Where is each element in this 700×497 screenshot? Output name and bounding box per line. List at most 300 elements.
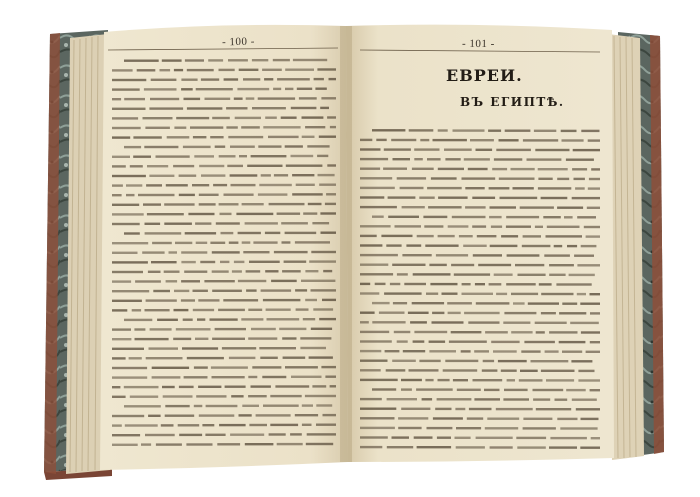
text-word-mark <box>259 347 296 349</box>
text-word-mark <box>277 443 303 445</box>
text-word-mark <box>397 177 426 179</box>
text-word-mark <box>238 232 261 234</box>
text-word-mark <box>234 261 245 263</box>
text-word-mark <box>465 206 486 208</box>
text-word-mark <box>316 404 332 406</box>
text-word-mark <box>319 184 336 186</box>
text-word-mark <box>112 338 131 340</box>
text-word-mark <box>112 424 122 426</box>
text-word-mark <box>445 360 478 362</box>
text-word-mark <box>124 60 159 62</box>
text-word-mark <box>403 350 425 352</box>
text-word-mark <box>239 69 259 71</box>
text-word-mark <box>306 443 333 445</box>
chapter-heading: ЕВРЕИ. <box>446 66 523 85</box>
text-word-mark <box>286 165 323 167</box>
text-word-mark <box>321 232 337 234</box>
text-word-mark <box>145 309 170 311</box>
text-word-mark <box>282 337 296 339</box>
text-word-mark <box>500 197 538 199</box>
chapter-subheading: ВЪ ЕГИПТѢ. <box>460 95 565 109</box>
text-word-mark <box>205 434 225 436</box>
text-word-mark <box>166 280 178 282</box>
text-word-mark <box>580 303 600 305</box>
text-word-mark <box>572 197 600 199</box>
text-word-mark <box>129 357 142 359</box>
text-word-mark <box>489 216 502 218</box>
text-word-mark <box>566 159 594 161</box>
text-word-mark <box>112 156 130 158</box>
text-word-mark <box>204 280 234 282</box>
text-word-mark <box>506 283 536 285</box>
text-word-mark <box>406 244 421 246</box>
text-word-mark <box>372 216 384 218</box>
text-word-mark <box>360 168 380 170</box>
text-word-mark <box>193 290 208 292</box>
text-word-mark <box>490 245 518 247</box>
text-word-mark <box>475 283 485 285</box>
text-word-mark <box>157 319 178 321</box>
text-word-mark <box>401 379 422 381</box>
text-word-mark <box>112 223 140 225</box>
text-word-mark <box>504 312 536 314</box>
text-word-mark <box>573 149 600 151</box>
text-word-mark <box>112 444 138 446</box>
text-word-mark <box>414 436 433 438</box>
text-word-mark <box>146 184 162 186</box>
text-word-mark <box>252 59 268 61</box>
text-word-mark <box>141 443 151 445</box>
text-word-mark <box>555 399 568 401</box>
text-word-mark <box>196 242 208 244</box>
text-word-mark <box>438 168 464 170</box>
text-word-mark <box>285 232 317 234</box>
text-word-mark <box>590 312 600 314</box>
text-word-mark <box>147 213 184 215</box>
text-word-mark <box>246 289 257 291</box>
text-word-mark <box>581 331 600 333</box>
text-word-mark <box>162 386 175 388</box>
text-word-mark <box>360 158 388 160</box>
text-word-mark <box>393 302 407 304</box>
text-word-mark <box>135 338 169 340</box>
text-word-mark <box>258 145 281 147</box>
text-word-mark <box>215 328 246 330</box>
text-word-mark <box>409 129 434 131</box>
text-word-mark <box>317 155 328 157</box>
text-word-mark <box>156 443 182 445</box>
text-word-mark <box>274 174 288 176</box>
text-word-mark <box>432 321 464 323</box>
text-word-mark <box>484 389 500 391</box>
text-word-mark <box>112 309 127 311</box>
text-word-mark <box>181 280 200 282</box>
text-word-mark <box>429 264 446 266</box>
text-word-mark <box>401 408 430 410</box>
text-word-mark <box>224 78 239 80</box>
text-word-mark <box>489 283 502 285</box>
text-word-mark <box>218 309 245 311</box>
text-word-mark <box>360 264 388 266</box>
text-word-mark <box>360 283 370 285</box>
text-word-mark <box>226 107 247 109</box>
text-word-mark <box>321 366 336 368</box>
text-word-mark <box>442 293 458 295</box>
text-word-mark <box>478 264 511 266</box>
text-word-mark <box>506 226 531 228</box>
text-word-mark <box>112 348 144 350</box>
text-word-mark <box>263 299 301 301</box>
text-word-mark <box>112 117 138 119</box>
text-word-mark <box>590 341 600 343</box>
text-word-mark <box>179 434 202 436</box>
text-word-mark <box>222 347 256 349</box>
text-word-mark <box>112 213 144 215</box>
text-word-mark <box>248 309 262 311</box>
text-word-mark <box>473 254 502 256</box>
text-word-mark <box>308 203 322 205</box>
text-word-mark <box>425 245 458 247</box>
text-word-mark <box>436 254 468 256</box>
text-word-mark <box>297 88 312 90</box>
text-word-mark <box>199 203 216 205</box>
text-word-mark <box>262 69 282 71</box>
text-word-mark <box>574 255 594 257</box>
text-word-mark <box>299 97 317 99</box>
text-word-mark <box>584 226 600 228</box>
text-word-mark <box>360 436 388 438</box>
text-word-mark <box>549 446 577 448</box>
text-word-mark <box>519 379 543 381</box>
text-word-mark <box>302 424 312 426</box>
text-word-mark <box>237 88 269 90</box>
text-word-mark <box>148 415 161 417</box>
text-word-mark <box>470 139 494 141</box>
text-word-mark <box>300 337 331 339</box>
text-word-mark <box>476 437 513 439</box>
text-word-mark <box>578 370 594 372</box>
text-word-mark <box>281 117 297 119</box>
text-word-mark <box>181 261 195 263</box>
text-word-mark <box>535 226 543 228</box>
text-word-mark <box>408 312 429 314</box>
text-word-mark <box>282 270 301 272</box>
text-word-mark <box>523 427 556 429</box>
text-word-mark <box>161 424 174 426</box>
text-word-mark <box>210 136 223 138</box>
text-word-mark <box>251 328 276 330</box>
text-word-mark <box>112 184 123 186</box>
text-word-mark <box>302 404 313 406</box>
text-word-mark <box>137 69 156 71</box>
text-word-mark <box>270 395 301 397</box>
text-word-mark <box>245 222 278 224</box>
text-word-mark <box>455 408 465 410</box>
text-word-mark <box>398 427 421 429</box>
text-word-mark <box>201 174 225 176</box>
text-word-mark <box>144 88 177 90</box>
text-word-mark <box>205 98 231 100</box>
text-word-mark <box>230 174 258 176</box>
text-word-mark <box>535 322 567 324</box>
text-word-mark <box>533 389 564 391</box>
text-word-mark <box>513 187 534 189</box>
text-word-mark <box>456 427 481 429</box>
text-word-mark <box>384 148 411 150</box>
text-word-mark <box>309 260 336 262</box>
text-word-mark <box>199 165 224 167</box>
text-word-mark <box>307 433 336 435</box>
text-word-mark <box>183 319 193 321</box>
text-word-mark <box>166 184 188 186</box>
text-word-mark <box>228 136 263 138</box>
text-word-mark <box>483 360 494 362</box>
text-word-mark <box>187 357 224 359</box>
text-word-mark <box>461 350 471 352</box>
text-word-mark <box>198 299 219 301</box>
text-word-mark <box>397 340 408 342</box>
text-word-mark <box>419 197 434 199</box>
text-word-mark <box>221 232 234 234</box>
text-word-mark <box>562 139 584 141</box>
text-word-mark <box>291 107 317 109</box>
text-word-mark <box>184 271 207 273</box>
text-word-mark <box>375 283 386 285</box>
text-word-mark <box>522 245 551 247</box>
text-word-mark <box>315 88 326 90</box>
text-word-mark <box>112 280 131 282</box>
text-word-mark <box>462 177 496 179</box>
text-word-mark <box>208 59 223 61</box>
text-word-mark <box>165 415 195 417</box>
text-word-mark <box>112 98 121 100</box>
text-word-mark <box>210 242 225 244</box>
text-word-mark <box>463 245 487 247</box>
text-word-mark <box>292 193 323 195</box>
text-word-mark <box>279 328 306 330</box>
text-word-mark <box>265 117 277 119</box>
text-word-mark <box>195 222 211 224</box>
text-word-mark <box>360 321 369 323</box>
text-word-mark <box>135 280 161 282</box>
text-word-mark <box>326 193 336 195</box>
text-word-mark <box>174 127 186 129</box>
text-word-mark <box>404 283 426 285</box>
text-word-mark <box>215 146 226 148</box>
text-word-mark <box>443 369 478 371</box>
text-word-mark <box>557 178 569 180</box>
text-word-mark <box>190 126 223 128</box>
text-word-mark <box>360 379 398 381</box>
text-word-mark <box>291 155 314 157</box>
text-word-mark <box>430 283 457 285</box>
text-word-mark <box>235 117 261 119</box>
text-word-mark <box>513 302 525 304</box>
text-word-mark <box>302 136 315 138</box>
text-word-mark <box>476 149 493 151</box>
text-word-mark <box>246 270 261 272</box>
text-word-mark <box>541 312 556 314</box>
text-word-mark <box>266 309 291 311</box>
text-word-mark <box>496 149 531 151</box>
text-word-mark <box>258 193 288 195</box>
text-word-mark <box>147 165 168 167</box>
text-word-mark <box>395 225 422 227</box>
text-word-mark <box>126 194 135 196</box>
text-word-mark <box>590 293 601 295</box>
text-word-mark <box>112 165 126 167</box>
text-word-mark <box>112 136 130 138</box>
text-word-mark <box>248 337 277 339</box>
text-word-mark <box>174 309 189 311</box>
text-word-mark <box>184 376 208 378</box>
text-word-mark <box>133 156 151 158</box>
text-word-mark <box>241 126 260 128</box>
text-word-mark <box>242 241 251 243</box>
text-word-mark <box>398 417 428 419</box>
text-word-mark <box>142 251 164 253</box>
text-word-mark <box>293 59 327 61</box>
text-word-mark <box>447 302 472 304</box>
text-word-mark <box>234 98 243 100</box>
text-word-mark <box>132 309 141 311</box>
text-word-mark <box>536 408 571 410</box>
text-word-mark <box>263 405 299 407</box>
text-word-mark <box>541 370 575 372</box>
text-word-mark <box>561 130 577 132</box>
text-word-mark <box>212 117 230 119</box>
text-word-mark <box>200 261 215 263</box>
text-word-mark <box>541 197 568 199</box>
text-word-mark <box>320 107 329 109</box>
text-word-mark <box>448 225 469 227</box>
text-word-mark <box>296 184 315 186</box>
text-word-mark <box>391 139 416 141</box>
text-word-mark <box>386 369 406 371</box>
text-word-mark <box>360 148 381 150</box>
text-word-mark <box>581 418 599 420</box>
text-word-mark <box>360 427 395 429</box>
text-word-mark <box>491 226 502 228</box>
text-word-mark <box>546 379 574 381</box>
text-word-mark <box>454 273 490 275</box>
text-word-mark <box>291 376 322 378</box>
text-word-mark <box>556 283 591 285</box>
text-word-mark <box>431 177 457 179</box>
text-word-mark <box>438 197 468 199</box>
text-word-mark <box>360 177 392 179</box>
text-word-mark <box>267 318 300 320</box>
text-word-mark <box>220 261 229 263</box>
text-word-mark <box>270 424 298 426</box>
text-word-mark <box>305 126 325 128</box>
text-word-mark <box>534 130 556 132</box>
text-word-mark <box>428 206 462 208</box>
text-word-mark <box>577 293 586 295</box>
text-word-mark <box>112 88 140 90</box>
text-word-mark <box>521 350 540 352</box>
text-word-mark <box>485 427 518 429</box>
text-word-mark <box>432 312 444 314</box>
text-word-mark <box>305 299 317 301</box>
text-word-mark <box>372 302 390 304</box>
text-word-mark <box>557 418 577 420</box>
text-word-mark <box>516 437 546 439</box>
text-word-mark <box>143 117 173 119</box>
text-word-mark <box>451 264 474 266</box>
text-word-mark <box>126 184 142 186</box>
text-word-mark <box>533 398 550 400</box>
text-word-mark <box>265 270 278 272</box>
text-word-mark <box>538 178 552 180</box>
text-word-mark <box>246 97 255 99</box>
text-word-mark <box>125 424 158 426</box>
text-word-mark <box>112 242 148 244</box>
text-word-mark <box>112 300 142 302</box>
text-word-mark <box>145 232 182 234</box>
text-word-mark <box>319 318 336 320</box>
text-word-mark <box>438 379 450 381</box>
text-word-mark <box>197 318 205 320</box>
text-word-mark <box>112 69 133 71</box>
text-word-mark <box>451 331 482 333</box>
text-word-mark <box>112 367 147 369</box>
text-word-mark <box>247 165 282 167</box>
text-word-mark <box>577 216 596 218</box>
text-word-mark <box>549 331 577 333</box>
text-word-mark <box>426 293 438 295</box>
text-word-mark <box>124 98 145 100</box>
text-word-mark <box>322 299 336 301</box>
text-word-mark <box>424 225 443 227</box>
text-word-mark <box>248 395 267 397</box>
text-word-mark <box>261 174 271 176</box>
text-word-mark <box>416 388 453 390</box>
text-word-mark <box>112 434 140 436</box>
text-word-mark <box>379 312 405 314</box>
text-word-mark <box>327 164 336 166</box>
text-word-mark <box>360 398 382 400</box>
text-word-mark <box>249 261 280 263</box>
text-word-mark <box>360 206 397 208</box>
text-word-mark <box>360 369 381 371</box>
text-word-mark <box>211 366 248 368</box>
text-word-mark <box>559 341 586 343</box>
text-word-mark <box>305 395 336 397</box>
text-word-mark <box>212 290 242 292</box>
text-word-mark <box>146 357 183 359</box>
text-word-mark <box>547 226 580 228</box>
text-word-mark <box>225 386 246 388</box>
text-word-mark <box>394 331 411 333</box>
text-word-mark <box>285 366 318 368</box>
text-word-mark <box>422 398 433 400</box>
text-word-mark <box>149 347 179 349</box>
text-word-mark <box>260 357 278 359</box>
text-word-mark <box>212 376 245 378</box>
text-word-mark <box>444 149 472 151</box>
text-word-mark <box>566 389 586 391</box>
text-word-mark <box>258 97 295 99</box>
text-word-mark <box>507 254 540 256</box>
text-word-mark <box>319 136 336 138</box>
text-word-mark <box>227 165 243 167</box>
text-word-mark <box>281 222 308 224</box>
text-word-mark <box>402 254 431 256</box>
text-word-mark <box>252 107 286 109</box>
text-word-mark <box>273 59 290 61</box>
text-word-mark <box>269 203 305 205</box>
